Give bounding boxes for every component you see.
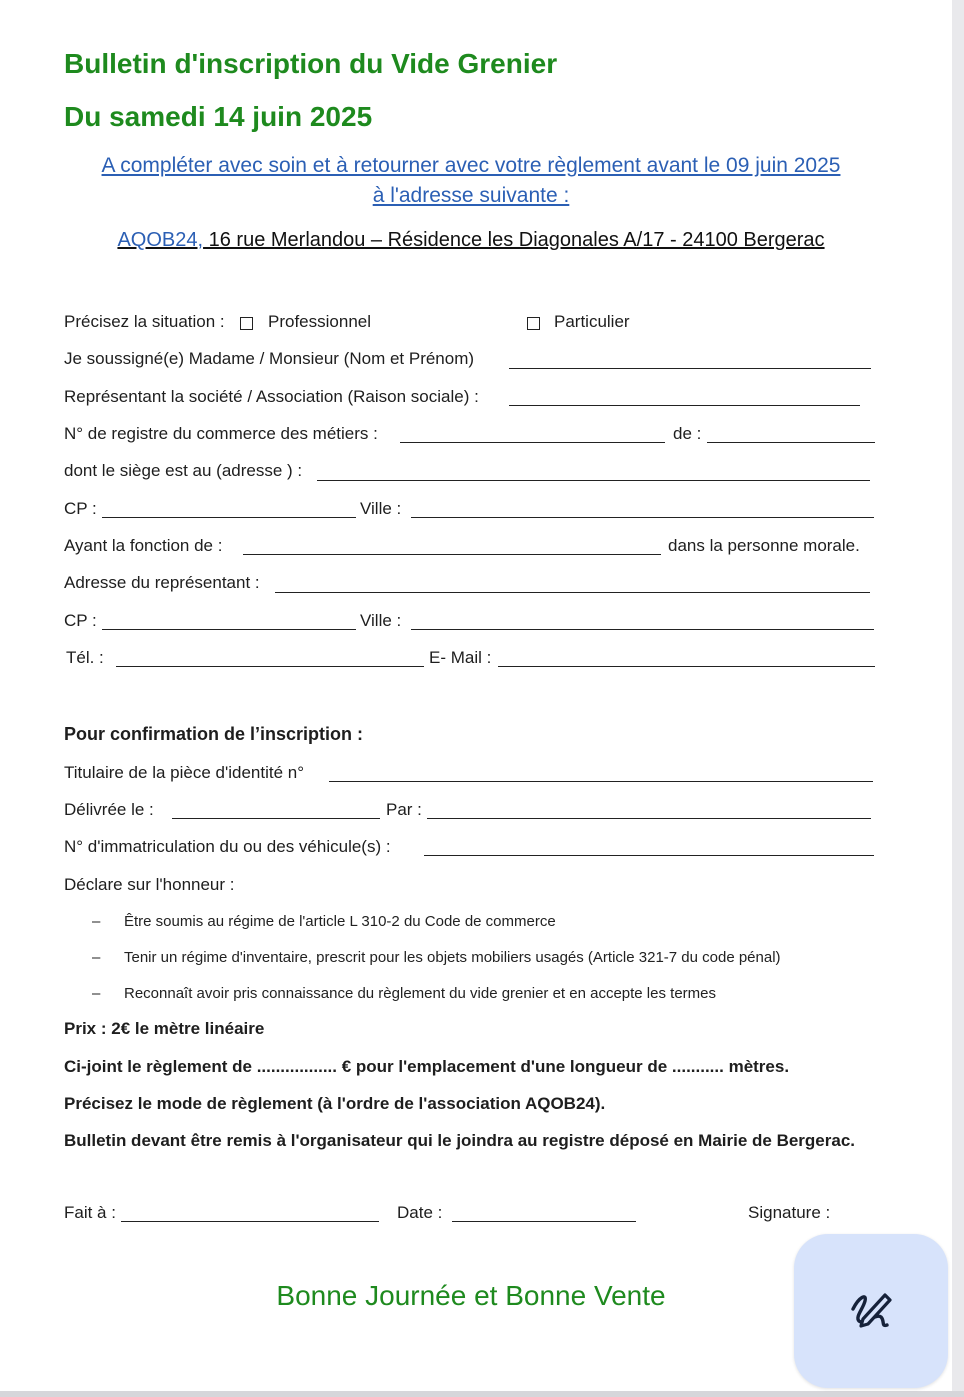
registre-field[interactable] (400, 442, 665, 443)
registre-de-field[interactable] (707, 442, 875, 443)
nom-field[interactable] (509, 368, 871, 369)
nom-label: Je soussigné(e) Madame / Monsieur (Nom et Prénom) (64, 349, 475, 368)
fonction-label: Ayant la fonction de : (64, 536, 223, 555)
address-street: 16 rue Merlandou – Résidence les Diagonales A/17 - 24100 Bergerac (203, 229, 825, 251)
par-label: Par : (386, 800, 422, 819)
par-field[interactable] (427, 818, 871, 819)
edit-fab-button[interactable] (794, 1234, 948, 1388)
reglement-text: Ci-joint le règlement de ................. € pour l'emplacement d'une longueur de ........... mètres. (64, 1057, 790, 1076)
instruction-line-2: à l'adresse suivante : (372, 184, 570, 207)
tel-field[interactable] (116, 666, 424, 667)
checkbox-particulier[interactable] (527, 317, 540, 330)
declare-label: Déclare sur l'honneur : (64, 875, 235, 894)
ville-field[interactable] (411, 517, 874, 518)
cp2-field[interactable] (102, 629, 356, 630)
instruction-line-1: A compléter avec soin et à retourner avec votre règlement avant le 09 juin 2025 (101, 154, 841, 177)
cp-field[interactable] (102, 517, 356, 518)
fait-label: Fait à : (64, 1203, 116, 1222)
email-label: E- Mail : (429, 648, 492, 667)
siege-label: dont le siège est au (adresse ) : (64, 461, 303, 480)
bullet-item-1: Être soumis au régime de l'article L 310-2 du Code de commerce (124, 913, 556, 930)
tel-label: Tél. : (66, 648, 104, 667)
date-field[interactable] (452, 1221, 636, 1222)
fonction-suffix: dans la personne morale. (668, 536, 860, 555)
bottom-edge (0, 1391, 964, 1397)
registre-label: N° de registre du commerce des métiers : (64, 424, 378, 443)
bullet-item-2: Tenir un régime d'inventaire, prescrit pour les objets mobiliers usagés (Article 321-7 du code pénal) (124, 949, 781, 966)
date-label: Date : (397, 1203, 443, 1222)
registre-de-label: de : (673, 424, 702, 443)
immatriculation-field[interactable] (424, 855, 874, 856)
ville2-field[interactable] (411, 629, 874, 630)
closing-message: Bonne Journée et Bonne Vente (276, 1280, 666, 1311)
cp2-label: CP : (64, 611, 97, 630)
mode-reglement-text: Précisez le mode de règlement (à l'ordre de l'association AQOB24). (64, 1094, 606, 1113)
email-field[interactable] (498, 666, 875, 667)
postal-address (0, 229, 942, 252)
adresse-representant-label: Adresse du représentant : (64, 573, 260, 592)
delivree-field[interactable] (172, 818, 380, 819)
immatriculation-label: N° d'immatriculation du ou des véhicule(s) : (64, 837, 391, 856)
confirmation-heading: Pour confirmation de l’inscription : (64, 724, 364, 744)
bullet-dash-1: – (92, 913, 101, 930)
option-professionnel-label: Professionnel (268, 312, 372, 331)
checkbox-professionnel[interactable] (240, 317, 253, 330)
ville2-label: Ville : (360, 611, 402, 630)
remise-text: Bulletin devant être remis à l'organisateur qui le joindra au registre déposé en Mairie de Bergerac. (64, 1131, 856, 1150)
fait-field[interactable] (121, 1221, 379, 1222)
siege-field[interactable] (317, 480, 870, 481)
societe-field[interactable] (509, 405, 860, 406)
ville-label: Ville : (360, 499, 402, 518)
address-organization: AQOB24, (117, 229, 204, 251)
option-particulier-label: Particulier (554, 312, 630, 331)
bullet-dash-3: – (92, 985, 101, 1002)
adresse-representant-field[interactable] (275, 592, 870, 593)
bullet-dash-2: – (92, 949, 101, 966)
bullet-item-3: Reconnaît avoir pris connaissance du règlement du vide grenier et en accepte les termes (124, 985, 716, 1002)
prix-text: Prix : 2€ le mètre linéaire (64, 1019, 265, 1038)
societe-label: Représentant la société / Association (Raison sociale) : (64, 387, 479, 406)
event-date: Du samedi 14 juin 2025 (64, 101, 373, 132)
cp-label: CP : (64, 499, 97, 518)
signature-label: Signature : (748, 1203, 831, 1222)
delivree-label: Délivrée le : (64, 800, 154, 819)
pen-edit-icon (843, 1283, 899, 1339)
fonction-field[interactable] (243, 554, 661, 555)
situation-label: Précisez la situation : (64, 312, 225, 331)
titulaire-field[interactable] (329, 781, 873, 782)
document-title: Bulletin d'inscription du Vide Grenier (64, 48, 558, 79)
titulaire-label: Titulaire de la pièce d'identité n° (64, 763, 305, 782)
